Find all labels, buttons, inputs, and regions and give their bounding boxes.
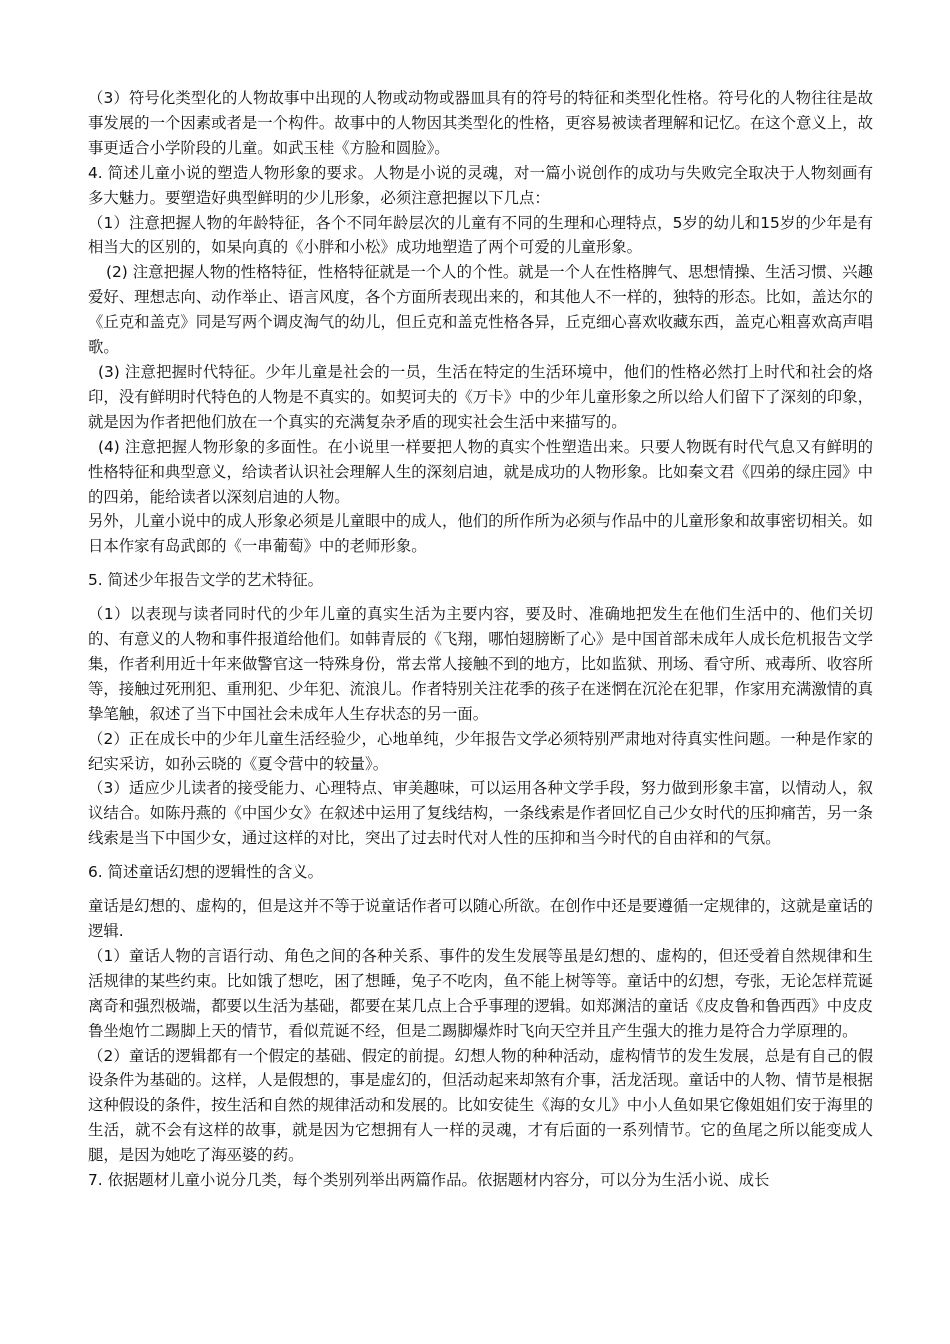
question-7-heading: 7. 依据题材儿童小说分几类，每个类别列举出两篇作品。依据题材内容分，可以分为生活小说、成长 bbox=[88, 1171, 770, 1190]
adult-image-paragraph: 另外，儿童小说中的成人形象必须是儿童眼中的成人，他们的所作所为必须与作品中的儿童形象和故事密切相关。如日本作家有岛武郎的《一串葡萄》中的老师形象。 bbox=[88, 512, 873, 556]
paragraph-3-symbolic-characters: （3）符号化类型化的人物故事中出现的人物或动物或器皿具有的符号的特征和类型化性格。符号化的人物往往是故事发展的一个因素或者是一个构件。故事中的人物因其类型化的性格，更容易被读者理解和记忆。在这个意义上，故事更适合小学阶段的儿童。如武玉桂《方脸和圆脸》。 bbox=[88, 89, 873, 157]
fairy-tale-logic-point-2: （2）童话的逻辑都有一个假定的基础、假定的前提。幻想人物的种种活动，虚构情节的发生发展，总是有自己的假设条件为基础的。这样，人是假想的，事是虚幻的，但活动起来却煞有介事，活龙活现。童话中的人物、情节是根据这种假设的条件，按生活和自然的规律活动和发展的。比如安徒生《海的女儿》中小人鱼如果它像姐姐们安于海里的生活，就不会有这样的故事，就是因为它想拥有人一样的灵魂，才有后面的一系列情节。它的鱼尾之所以能变成人腿，是因为她吃了海巫婆的药。 bbox=[88, 1046, 873, 1165]
question-6-heading: 6. 简述童话幻想的逻辑性的含义。 bbox=[88, 863, 324, 882]
fairy-tale-logic-intro: 童话是幻想的、虚构的，但是这并不等于说童话作者可以随心所欲。在创作中还是要遵循一定规律的，这就是童话的逻辑. bbox=[88, 897, 873, 940]
question-4-heading: 4. 简述儿童小说的塑造人物形象的要求。人物是小说的灵魂，对一篇小说创作的成功与失败完全取决于人物刻画有多大魅力。要塑造好典型鲜明的少儿形象，必须注意把握以下几点： bbox=[88, 163, 873, 207]
fairy-tale-logic-point-1: （1）童话人物的言语行动、角色之间的各种关系、事件的发生发展等虽是幻想的、虚构的，但还受着自然规律和生活规律的某些约束。比如饿了想吃，困了想睡，兔子不吃肉，鱼不能上树等等。童话中的幻想，夸张，无论怎样荒诞离奇和强烈极端，都要以生活为基础，都要在某几点上合乎事理的逻辑。如郑渊洁的童话《皮皮鲁和鲁西西》中皮皮鲁坐炮竹二踢脚上天的情节，看似荒诞不经，但是二踢脚爆炸时飞向天空并且产生强大的推力是符合力学原理的。 bbox=[88, 946, 873, 1040]
point-3-era-features: (3) 注意把握时代特征。少年儿童是社会的一员，生活在特定的生活环境中，他们的性格必然打上时代和社会的烙印，没有鲜明时代特色的人物是不真实的。如契诃夫的《万卡》中的少年儿童形象之所以给人们留下了深刻的印象，就是因为作者把他们放在一个真实的充满复杂矛盾的现实社会生活中来描写的。 bbox=[88, 362, 873, 431]
point-4-multifaceted-image: (4) 注意把握人物形象的多面性。在小说里一样要把人物的真实个性塑造出来。只要人物既有时代气息又有鲜明的性格特征和典型意义，给读者认识社会理解人生的深刻启迪，就是成功的人物形象。比如秦文君《四弟的绿庄园》中的四弟，能给读者以深刻启迪的人物。 bbox=[88, 437, 873, 506]
reportage-point-3: （3）适应少儿读者的接受能力、心理特点、审美趣味，可以运用各种文学手段，努力做到形象丰富，以情动人，叙议结合。如陈丹燕的《中国少女》在叙述中运用了复线结构，一条线索是作者回忆自己少女时代的压抑痛苦，另一条线索是当下中国少女，通过这样的对比，突出了过去时代对人性的压抑和当今时代的自由祥和的气氛。 bbox=[88, 779, 873, 848]
question-5-heading: 5. 简述少年报告文学的艺术特征。 bbox=[88, 571, 324, 590]
reportage-point-2: （2）正在成长中的少年儿童生活经验少，心地单纯，少年报告文学必须特别严肃地对待真实性问题。一种是作家的纪实采访，如孙云晓的《夏令营中的较量》。 bbox=[88, 729, 873, 773]
reportage-point-1: （1）以表现与读者同时代的少年儿童的真实生活为主要内容，要及时、准确地把发生在他们生活中的、他们关切的、有意义的人物和事件报道给他们。如韩青辰的《飞翔，哪怕翅膀断了心》是中国首部未成年人成长危机报告文学集，作者利用近十年来做警官这一特殊身份，常去常人接触不到的地方，比如监狱、刑场、看守所、戒毒所、收容所等，接触过死刑犯、重刑犯、少年犯、流浪儿。作者特别关注花季的孩子在迷惘在沉沦在犯罪，作家用充满激情的真挚笔触，叙述了当下中国社会未成年人生存状态的另一面。 bbox=[88, 605, 873, 723]
document-page bbox=[88, 86, 873, 1193]
point-2-personality-features: (2) 注意把握人物的性格特征，性格特征就是一个人的个性。就是一个人在性格脾气、思想情操、生活习惯、兴趣爱好、理想志向、动作举止、语言风度，各个方面所表现出来的，和其他人不一样的，独特的形态。比如，盖达尔的《丘克和盖克》同是写两个调皮淘气的幼儿，但丘克和盖克性格各异，丘克细心喜欢收藏东西，盖克心粗喜欢高声唱歌。 bbox=[88, 263, 873, 357]
point-1-age-features: （1）注意把握人物的年龄特征，各个不同年龄层次的儿童有不同的生理和心理特点，5岁的幼儿和15岁的少年是有相当大的区别的，如杲向真的《小胖和小松》成功地塑造了两个可爱的儿童形象。 bbox=[88, 213, 873, 257]
